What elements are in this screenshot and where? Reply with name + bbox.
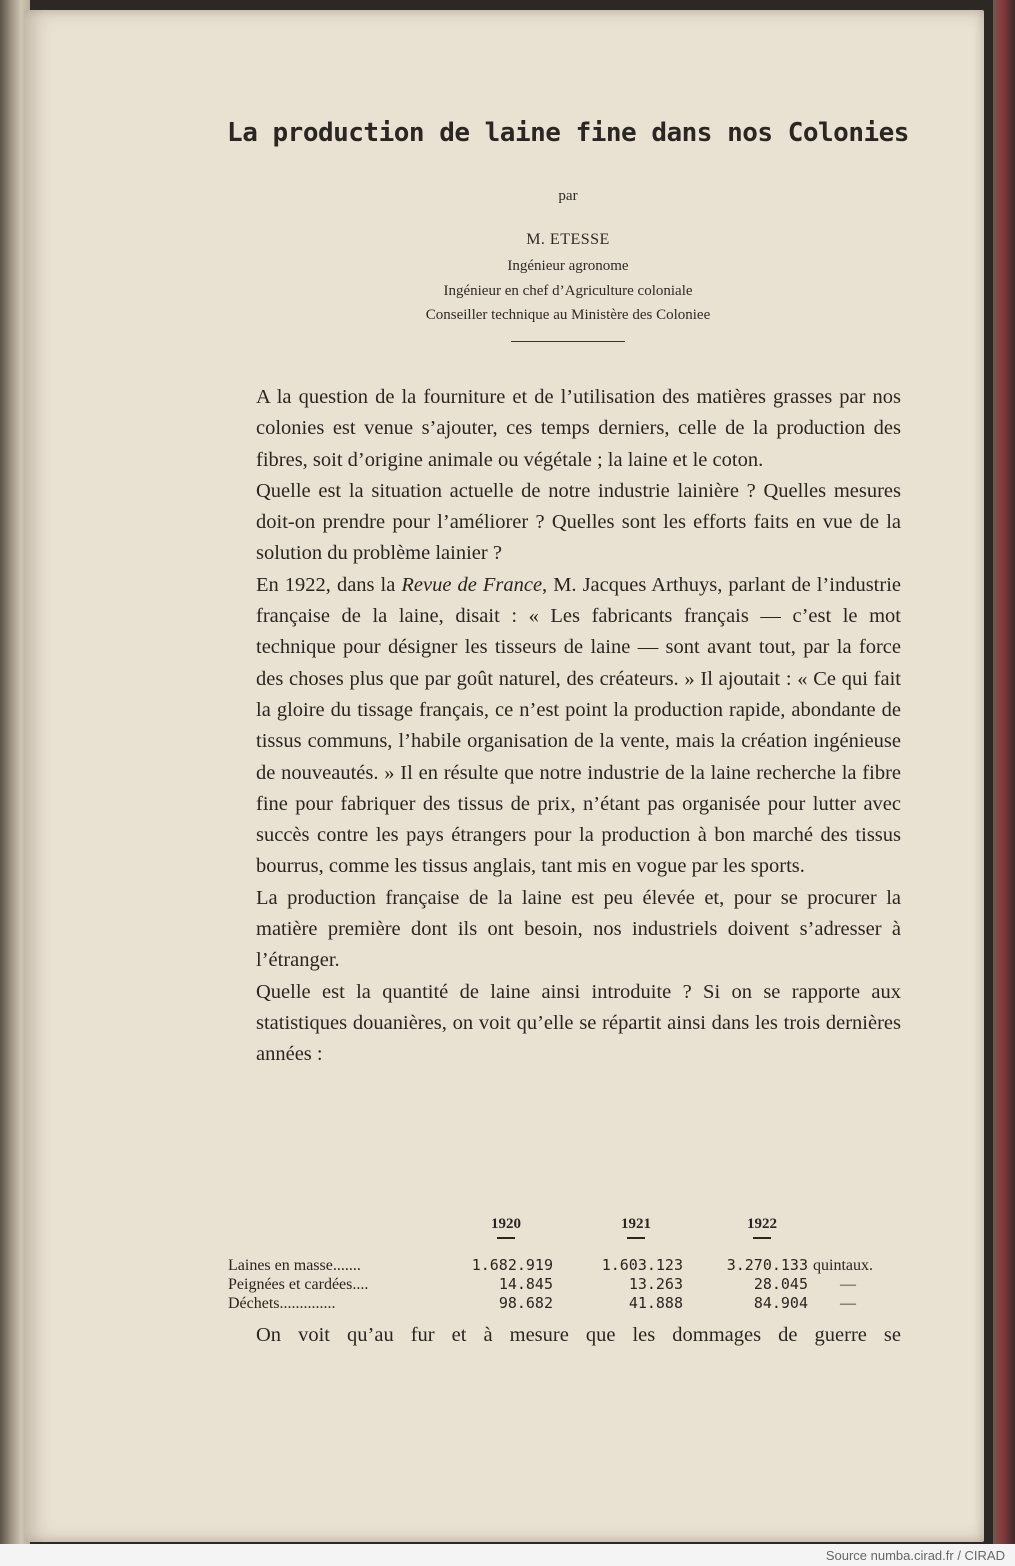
row-label: Déchets.............. — [228, 1295, 336, 1312]
unit-label: — — [840, 1295, 856, 1312]
year-header-1921: 1921 — [596, 1216, 676, 1239]
author-role-1: Ingénieur agronome — [507, 258, 629, 274]
table-header — [228, 1216, 908, 1256]
paragraph-3-lead: En 1922, dans la — [256, 573, 402, 596]
book-binding-right — [993, 0, 1015, 1545]
paragraph-2: Quelle est la situation actuelle de notre industrie lainière ? Quelles mesures doit-on prendre pour l’améliorer ? Quelles sont les efforts faits en vue de la solution du problème lainier ? — [256, 479, 901, 565]
footer-strip — [0, 1544, 1015, 1566]
cell-value: 1.682.919 — [471, 1256, 553, 1274]
cell-value: 13.263 — [628, 1275, 683, 1293]
author-role-2: Ingénieur en chef d’Agriculture coloniale — [443, 283, 693, 299]
author-name: M. ETESSE — [526, 231, 610, 248]
year-header-1920: 1920 — [466, 1216, 546, 1239]
closing-line: On voit qu’au fur et à mesure que les dommages de guerre se — [256, 1324, 901, 1346]
cell-value: 84.904 — [753, 1294, 808, 1312]
paragraph-5: Quelle est la quantité de laine ainsi introduite ? Si on se rapporte aux statistiques douanières, on voit qu’elle se répartit ainsi dans les trois dernières années : — [256, 980, 901, 1066]
unit-label: — — [840, 1276, 856, 1293]
paragraph-1: A la question de la fourniture et de l’utilisation des matières grasses par nos colonies est venue s’ajouter, ces temps derniers, celle de la production des fibres, soit d’origine animale ou végétale ; la laine et le coton. — [256, 386, 901, 471]
row-label: Laines en masse....... — [228, 1257, 361, 1274]
source-credit: Source numba.cirad.fr / CIRAD — [825, 1548, 1005, 1563]
cell-value: 3.270.133 — [726, 1256, 808, 1274]
wool-import-statistics-table — [228, 1216, 908, 1313]
author-role-3: Conseiller technique au Ministère des Coloniee — [425, 307, 711, 323]
paragraph-3-rest: , M. Jacques Arthuys, parlant de l’industrie française de la laine, disait : « Les fabricants français — c’est le mot technique pour désigner les tisseurs de laine — sont avant tout, par la force des choses plus que par goût naturel, des créateurs. » Il ajoutait : « Ce qui fait la gloire du tissage français, ce n’est point la production rapide, abondante de tissus communs, l’habile organisation de la vente, mais la création ingénieuse de nouveautés. » Il en résulte que notre industrie de la laine recherche la fibre fine pour fabriquer des tissus de prix, n’étant pas organisée pour lutter avec succès contre les pays étrangers pour la production à bon marché des tissus bourrus, comme les tissus anglais, tant mis en vogue par les sports. — [256, 573, 901, 878]
unit-label: quintaux. — [813, 1257, 873, 1274]
title-separator-rule — [511, 341, 625, 342]
row-label: Peignées et cardées.... — [228, 1276, 369, 1293]
table-row — [228, 1256, 908, 1275]
article-title: La production de laine fine dans nos Colonies — [227, 118, 909, 148]
revue-de-france-title: Revue de France — [401, 573, 543, 596]
cell-value: 28.045 — [753, 1275, 808, 1293]
table-row — [228, 1294, 908, 1313]
cell-value: 14.845 — [498, 1275, 553, 1293]
year-header-1922: 1922 — [722, 1216, 802, 1239]
paragraph-4: La production française de la laine est peu élevée et, pour se procurer la matière première dont ils ont besoin, nos industriels doivent s’adresser à l’étranger. — [256, 886, 901, 972]
table-row — [228, 1275, 908, 1294]
paragraph-3 — [256, 570, 901, 883]
cell-value: 98.682 — [498, 1294, 553, 1312]
byline-par: par — [558, 188, 578, 204]
cell-value: 41.888 — [628, 1294, 683, 1312]
article-body — [256, 382, 901, 1071]
cell-value: 1.603.123 — [601, 1256, 683, 1274]
